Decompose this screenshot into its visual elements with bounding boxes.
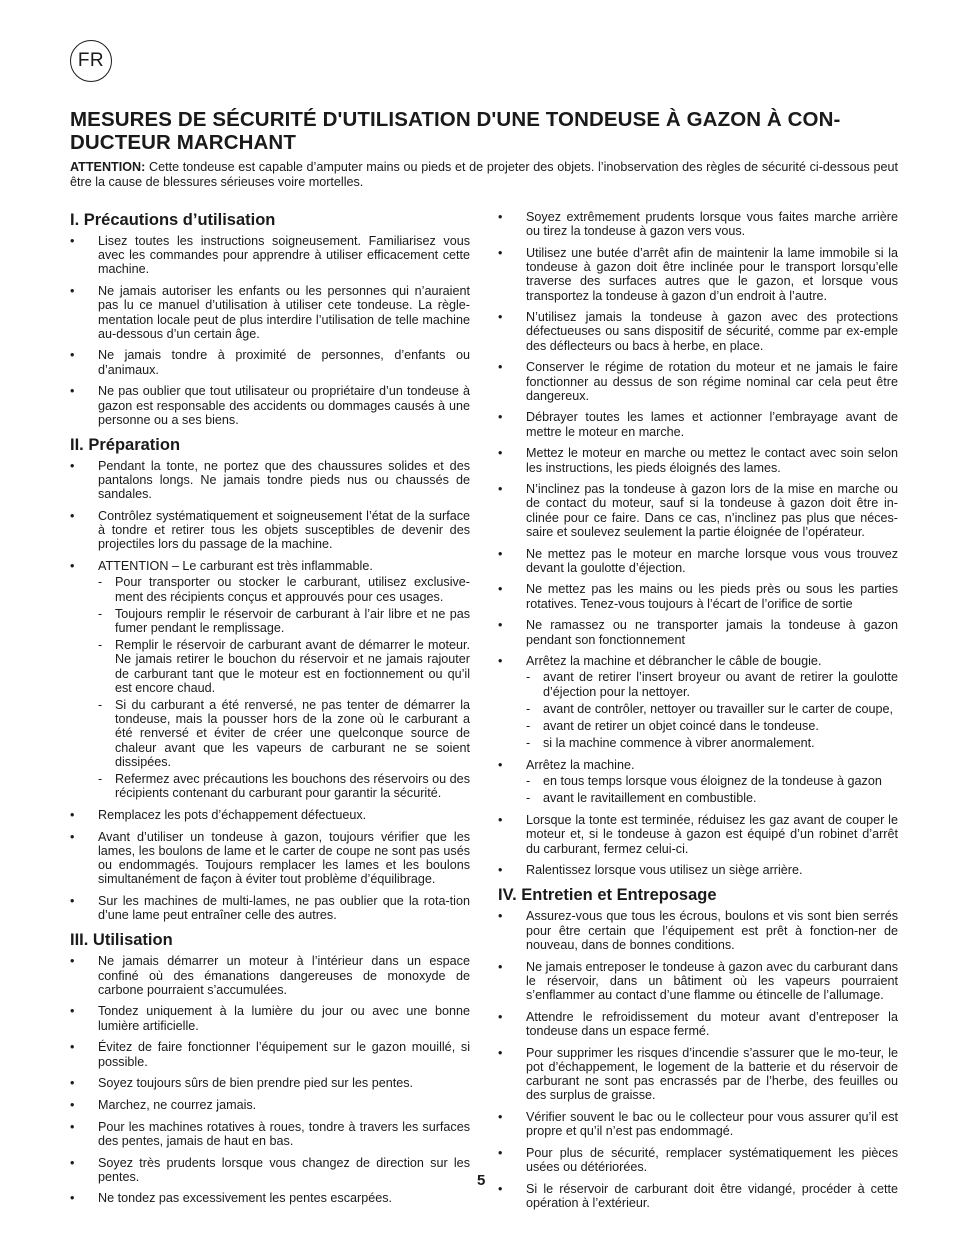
warning-label: ATTENTION:	[70, 160, 146, 174]
list-item: • Sur les machines de multi-lames, ne pas oublier que la rota-tion d’une lame peut entraîner celle des autres.	[70, 893, 470, 923]
list-item: • Évitez de faire fonctionner l’équipement sur le gazon mouillé, si possible.	[70, 1040, 470, 1069]
bullet-icon: •	[498, 959, 503, 974]
bullet-icon: •	[70, 234, 75, 248]
bullet-icon: •	[498, 210, 503, 224]
bullet-icon: •	[70, 1076, 75, 1091]
dash-icon: -	[526, 736, 531, 751]
utilisation-list-right	[498, 210, 898, 877]
right-column	[498, 210, 898, 1218]
list-item: • Pour supprimer les risques d’incendie s’assurer que le mo-teur, le pot d’échappement, le logement de la batterie et du réservoir de carburant ne sont pas encrassés par de l’herbe, des feuilles ou des surplus de graisse.	[498, 1045, 898, 1103]
bullet-icon: •	[70, 1119, 75, 1134]
section-title-precautions: I. Précautions d’utilisation	[70, 211, 276, 229]
list-item: • Soyez toujours sûrs de bien prendre pied sur les pentes.	[70, 1076, 414, 1091]
sub-list-item: - Pour transporter ou stocker le carburant, utilisez exclusive-ment des récipients conçus et approuvés pour ces usages.	[98, 575, 470, 604]
list-item: • Ne jamais tondre à proximité de personnes, d’enfants ou d’animaux.	[70, 348, 470, 377]
sub-list-item: - Refermez avec précautions les bouchons des réservoirs ou des récipients contenant du carburant pour garantir la sécurité.	[98, 772, 470, 801]
sub-list-item: - Remplir le réservoir de carburant avant de démarrer le moteur. Ne jamais retirer le bouchon du réservoir et ne jamais rajouter de carburant tant que le moteur est en foctionnement ou qu’il est encore chaud.	[98, 638, 470, 695]
list-item: • Soyez extrêmement prudents lorsque vous faites marche arrière ou tirez la tondeuse à gazon vers vous.	[498, 210, 898, 239]
maintenance-list	[498, 909, 898, 1210]
bullet-icon: •	[498, 1145, 503, 1160]
list-item: • Ralentissez lorsque vous utilisez un siège arrière.	[498, 863, 803, 878]
list-item: • Ne mettez pas le moteur en marche lorsque vous vous trouvez devant la goulotte d’éjection.	[498, 546, 898, 575]
list-item: • Conserver le régime de rotation du moteur et ne jamais le faire fonctionner au dessus de son régime nominal car cela peut être dangereux.	[498, 360, 898, 403]
sub-list-item: - avant le ravitaillement en combustible.	[526, 791, 757, 806]
sub-list-item: - Si du carburant a été renversé, ne pas tenter de démarrer la tondeuse, mais la pousser hors de la zone où le carburant a été renversé et éviter de créer une quelconque source de chaleur avant que les vapeurs de carburant ne se soient dissipées.	[98, 697, 470, 769]
dash-icon: -	[526, 701, 531, 716]
section-title-maintenance: IV. Entretien et Entreposage	[498, 886, 717, 905]
list-item: • Marchez, ne courrez jamais.	[70, 1097, 257, 1112]
list-item: • Vérifier souvent le bac ou le collecteur pour vous assurer qu’il est propre et qu’il n’est pas endommagé.	[498, 1109, 898, 1139]
utilisation-list-left	[70, 954, 470, 1205]
bullet-icon: •	[498, 245, 503, 260]
sub-list-item: - si la machine commence à vibrer anormalement.	[526, 736, 815, 751]
list-item: • ATTENTION – Le carburant est très inflammable. - Pour transporter ou stocker le carburant, utilisez exclusive-ment des récipients conçus et approuvés pour ces usages. - Toujours remplir le réservoir de carburant à l’air libre et ne pas fumer pendant le remplissage. - Remplir le réservoir de carburant avant de démarrer le moteur. Ne jamais retirer le bouchon du réservoir et ne jamais rajouter de carburant tant que le moteur est en foctionnement ou qu’il est encore chaud. - Si du carburant a été renversé, ne pas tenter de démarrer la tondeuse, mais la pousser hors de la zone où le carburant a été renversé et éviter de créer une quelconque source de chaleur avant que les vapeurs de carburant ne se soient dissipées. - Refermez avec précautions les bouchons des réservoirs ou des récipients contenant du carburant pour garantir la sécurité.	[70, 559, 470, 801]
list-item: • Ne jamais entreposer le tondeuse à gazon avec du carburant dans le réservoir, dans un bâtiment où les vapeurs pourraient s’enflammer au contact d’une flamme ou étincelle de l’allumage.	[498, 959, 898, 1002]
bullet-icon: •	[498, 360, 503, 375]
bullet-icon: •	[70, 284, 75, 299]
list-item: • N’utilisez jamais la tondeuse à gazon avec des protections défectueuses ou sans dispositif de sécurité, comme par ex-emple des déflecteurs ou bacs à herbe, en place.	[498, 310, 898, 353]
bullet-icon: •	[498, 1009, 503, 1024]
bullet-icon: •	[498, 909, 503, 924]
bullet-icon: •	[70, 1191, 75, 1206]
list-item: • Tondez uniquement à la lumière du jour ou avec une bonne lumière artificielle.	[70, 1004, 470, 1033]
dash-icon: -	[98, 575, 103, 590]
sub-list-item: - Toujours remplir le réservoir de carburant à l’air libre et ne pas fumer pendant le remplissage.	[98, 606, 470, 635]
bullet-icon: •	[498, 482, 503, 497]
list-item: • Avant d’utiliser un tondeuse à gazon, toujours vérifier que les lames, les boulons de lame et le carter de coupe ne sont pas usés ou endommagés. Toujours remplacer les lames et les boulons simultanément de façon à éviter tout problème d’équilibrage.	[70, 829, 470, 887]
bullet-icon: •	[70, 1004, 75, 1019]
bullet-icon: •	[70, 559, 75, 574]
bullet-icon: •	[70, 458, 75, 473]
dash-icon: -	[98, 697, 103, 712]
list-item: • Pour les machines rotatives à roues, tondre à travers les surfaces des pentes, jamais de haut en bas.	[70, 1119, 470, 1148]
dash-icon: -	[526, 774, 531, 789]
sub-list-item: - avant de retirer l’insert broyeur ou avant de retirer la goulotte d’éjection pour la nettoyer.	[526, 670, 898, 699]
spark-plug-sublist	[526, 670, 898, 750]
list-item: • Pour plus de sécurité, remplacer systématiquement les pièces usées ou détériorées.	[498, 1145, 898, 1174]
left-column	[70, 210, 470, 1213]
fuel-sublist	[98, 575, 470, 800]
bullet-icon: •	[498, 446, 503, 461]
language-badge: FR	[70, 40, 112, 82]
dash-icon: -	[526, 719, 531, 734]
list-item: • Ne ramassez ou ne transporter jamais la tondeuse à gazon pendant son fonctionnement	[498, 618, 898, 647]
bullet-icon: •	[498, 1181, 503, 1196]
bullet-icon: •	[70, 954, 75, 969]
stop-machine-sublist	[526, 774, 898, 805]
list-item: • Soyez très prudents lorsque vous changez de direction sur les pentes.	[70, 1155, 470, 1184]
bullet-icon: •	[498, 863, 503, 878]
bullet-icon: •	[70, 893, 75, 908]
bullet-icon: •	[498, 1109, 503, 1124]
list-item: • Assurez-vous que tous les écrous, boulons et vis sont bien serrés pour être certain que l’équipement est prêt à fonction-ner de nouveau, dans de bonnes conditions.	[498, 909, 898, 952]
sub-list-item: - avant de contrôler, nettoyer ou travailler sur le carter de coupe,	[526, 701, 894, 716]
list-item: • N’inclinez pas la tondeuse à gazon lors de la mise en marche ou de contact du moteur, sauf si la tondeuse à gazon doit être in-clinée pour ce faire. Dans ce cas, n’inclinez pas plus que néces-saire et soulevez seulement la partie éloignée de l’opérateur.	[498, 482, 898, 539]
dash-icon: -	[526, 670, 531, 685]
dash-icon: -	[98, 606, 103, 621]
bullet-icon: •	[498, 813, 503, 828]
bullet-icon: •	[70, 1040, 75, 1055]
warning-intro	[70, 160, 898, 189]
bullet-icon: •	[70, 509, 75, 524]
list-item: • Arrêtez la machine. - en tous temps lorsque vous éloignez de la tondeuse à gazon - avant le ravitaillement en combustible.	[498, 758, 898, 806]
precautions-list	[70, 234, 470, 427]
list-item: • Attendre le refroidissement du moteur avant d’entreposer la tondeuse dans un espace fermé.	[498, 1009, 898, 1038]
list-item: • Remplacez les pots d’échappement défectueux.	[70, 807, 367, 822]
list-item: • Ne jamais autoriser les enfants ou les personnes qui n’auraient pas lu ce manuel d’utilisation à utiliser cete tondeuse. La règle-mentation locale peut de plus interdire l’utilisation de telle machine au-dessous d’un certain âge.	[70, 284, 470, 341]
list-item: • Débrayer toutes les lames et actionner l’embrayage avant de mettre le moteur en marche.	[498, 410, 898, 439]
list-item: • Si le réservoir de carburant doit être vidangé, procéder à cette opération à l’extérieur.	[498, 1181, 898, 1210]
bullet-icon: •	[70, 1155, 75, 1170]
bullet-icon: •	[498, 1045, 503, 1060]
bullet-icon: •	[498, 758, 503, 772]
sub-list-item: - avant de retirer un objet coincé dans le tondeuse.	[526, 719, 819, 734]
bullet-icon: •	[70, 829, 75, 844]
bullet-icon: •	[498, 546, 503, 561]
dash-icon: -	[98, 638, 103, 653]
list-item: • Pendant la tonte, ne portez que des chaussures solides et des pantalons longs. Ne jamais tondre pieds nus ou chaussés de sandales.	[70, 458, 470, 502]
bullet-icon: •	[70, 384, 75, 399]
list-item: • Arrêtez la machine et débrancher le câble de bougie. - avant de retirer l’insert broyeur ou avant de retirer la goulotte d’éjection pour la nettoyer. - avant de contrôler, nettoyer ou travailler sur le carter de coupe, - avant de retirer un objet coincé dans le tondeuse. - si la machine commence à vibrer anormalement.	[498, 654, 898, 751]
bullet-icon: •	[498, 654, 503, 669]
section-title-utilisation: III. Utilisation	[70, 931, 173, 950]
bullet-icon: •	[498, 582, 503, 597]
bullet-icon: •	[70, 1097, 75, 1112]
bullet-icon: •	[498, 618, 503, 633]
list-item: • Lorsque la tonte est terminée, réduisez les gaz avant de couper le moteur et, si le tondeuse à gazon est équipé d’un robinet d’arrêt du carburant, fermez celui-ci.	[498, 813, 898, 856]
sub-list-item: - en tous temps lorsque vous éloignez de la tondeuse à gazon	[526, 774, 882, 789]
dash-icon: -	[98, 772, 103, 786]
bullet-icon: •	[70, 348, 75, 363]
list-item: • Ne tondez pas excessivement les pentes escarpées.	[70, 1191, 393, 1206]
list-item: • Utilisez une butée d’arrêt afin de maintenir la lame immobile si la tondeuse à gazon doit être inclinée pour le transport lorsqu’elle traverse des surfaces autres que le gazon, et lorsque vous transportez la tondeuse à gazon d’un endroit à l’autre.	[498, 245, 898, 303]
warning-text: Cette tondeuse est capable d’amputer mains ou pieds et de projeter des objets. l’inobservation des règles de sécurité ci-dessous peut être la cause de blessures sérieuses voire mortelles.	[70, 160, 898, 189]
list-item: • Ne pas oublier que tout utilisateur ou propriétaire d’un tondeuse à gazon est responsable des accidents ou dommages causés à une personne ou a ses biens.	[70, 384, 470, 427]
page-title: MESURES DE SÉCURITÉ D'UTILISATION D'UNE TONDEUSE À GAZON À CON-DUCTEUR MARCHANT	[70, 108, 841, 154]
preparation-list	[70, 459, 470, 922]
list-item: • Ne jamais démarrer un moteur à l’intérieur dans un espace confiné où des émanations dangereuses de monoxyde de carbone pourraient s’accumulées.	[70, 954, 470, 997]
bullet-icon: •	[498, 410, 503, 425]
list-item: • Ne mettez pas les mains ou les pieds près ou sous les parties rotatives. Tenez-vous toujours à l’écart de l’orifice de sortie	[498, 582, 898, 611]
list-item: • Contrôlez systématiquement et soigneusement l’état de la surface à tondre et retirer tous les objets susceptibles de devenir des projectiles lors du passage de la machine.	[70, 509, 470, 552]
section-title-preparation: II. Préparation	[70, 435, 181, 454]
dash-icon: -	[526, 791, 531, 806]
page-number: 5	[477, 1172, 486, 1189]
list-item: • Mettez le moteur en marche ou mettez le contact avec soin selon les instructions, les pieds éloignés des lames.	[498, 446, 898, 475]
bullet-icon: •	[70, 807, 75, 822]
list-item: • Lisez toutes les instructions soigneusement. Familiarisez vous avec les commandes pour apprendre à utiliser efficacement cette machine.	[70, 234, 470, 277]
bullet-icon: •	[498, 310, 503, 325]
